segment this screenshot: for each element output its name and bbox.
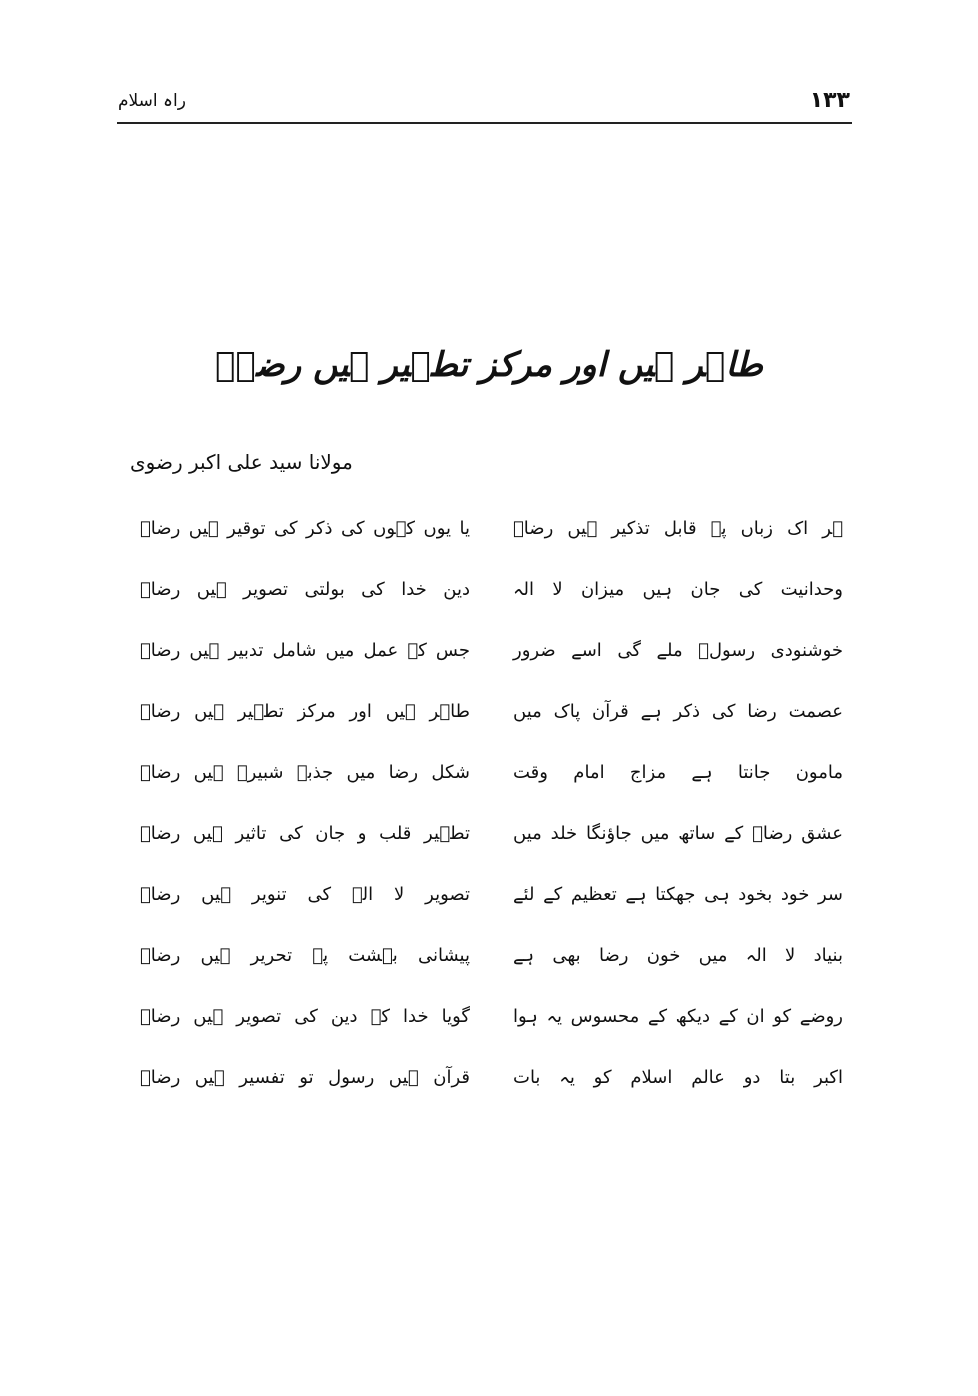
couplet-first-line: وحدانیت کی جان ہیں میزان لا الہ: [513, 579, 843, 600]
couplet-second-line: دین خدا کی بولتی تصویر ہیں رضاؑ: [140, 579, 470, 600]
couplet: [118, 878, 853, 939]
couplet-first-line: اکبر بتا دو عالم اسلام کو یہ بات: [513, 1067, 843, 1088]
couplet-second-line: تطہیر قلب و جان کی تاثیر ہیں رضاؑ: [140, 823, 470, 844]
couplet-second-line: شکل رضا میں جذبہ شبیرؑ ہیں رضاؑ: [140, 762, 470, 783]
running-header-title: راہ اسلام: [118, 91, 186, 111]
couplet-second-line: جس کے عمل میں شامل تدبیر ہیں رضاؑ: [140, 640, 470, 661]
header-divider: [117, 122, 852, 124]
couplet-first-line: بنیاد لا الہ میں خون رضا بھی ہے: [513, 945, 843, 966]
couplet: [118, 1061, 853, 1122]
couplet: [118, 573, 853, 634]
poem-verses: [118, 512, 853, 1122]
couplet: [118, 1000, 853, 1061]
couplet: [118, 695, 853, 756]
couplet: [118, 817, 853, 878]
couplet: [118, 512, 853, 573]
poem-title: طاہر ہیں اور مرکز تطہیر ہیں رضاؑ: [215, 344, 763, 385]
couplet-first-line: عصمت رضا کی ذکر ہے قرآن پاک میں: [513, 701, 843, 722]
couplet-second-line: گویا خدا کے دین کی تصویر ہیں رضاؑ: [140, 1006, 470, 1027]
couplet-first-line: سر خود بخود ہی جھکتا ہے تعظیم کے لئے: [513, 884, 843, 905]
couplet: [118, 756, 853, 817]
couplet-first-line: خوشنودی رسولؐ ملے گی اسے ضرور: [513, 640, 843, 661]
couplet-first-line: عشق رضاؑ کے ساتھ میں جاؤنگا خلد میں: [513, 823, 843, 844]
couplet-second-line: قرآن ہیں رسول تو تفسیر ہیں رضاؑ: [140, 1067, 470, 1088]
couplet-first-line: مامون جانتا ہے مزاج امام وقت: [513, 762, 843, 783]
couplet: [118, 939, 853, 1000]
couplet-first-line: ہر اک زباں پہ قابل تذکیر ہیں رضاؑ: [513, 518, 843, 539]
couplet-second-line: پیشانی بہشت پہ تحریر ہیں رضاؑ: [140, 945, 470, 966]
couplet: [118, 634, 853, 695]
couplet-first-line: روضے کو ان کے دیکھ کے محسوس یہ ہوا: [513, 1006, 843, 1027]
page-number: ۱۳۳: [809, 88, 850, 113]
poem-author: مولانا سید علی اکبر رضوی: [130, 450, 353, 474]
couplet-second-line: یا یوں کہوں کی ذکر کی توقیر ہیں رضاؑ: [140, 518, 470, 539]
couplet-second-line: تصویر لا الہ کی تنویر ہیں رضاؑ: [140, 884, 470, 905]
couplet-second-line: طاہر ہیں اور مرکز تطہیر ہیں رضاؑ: [140, 701, 470, 722]
